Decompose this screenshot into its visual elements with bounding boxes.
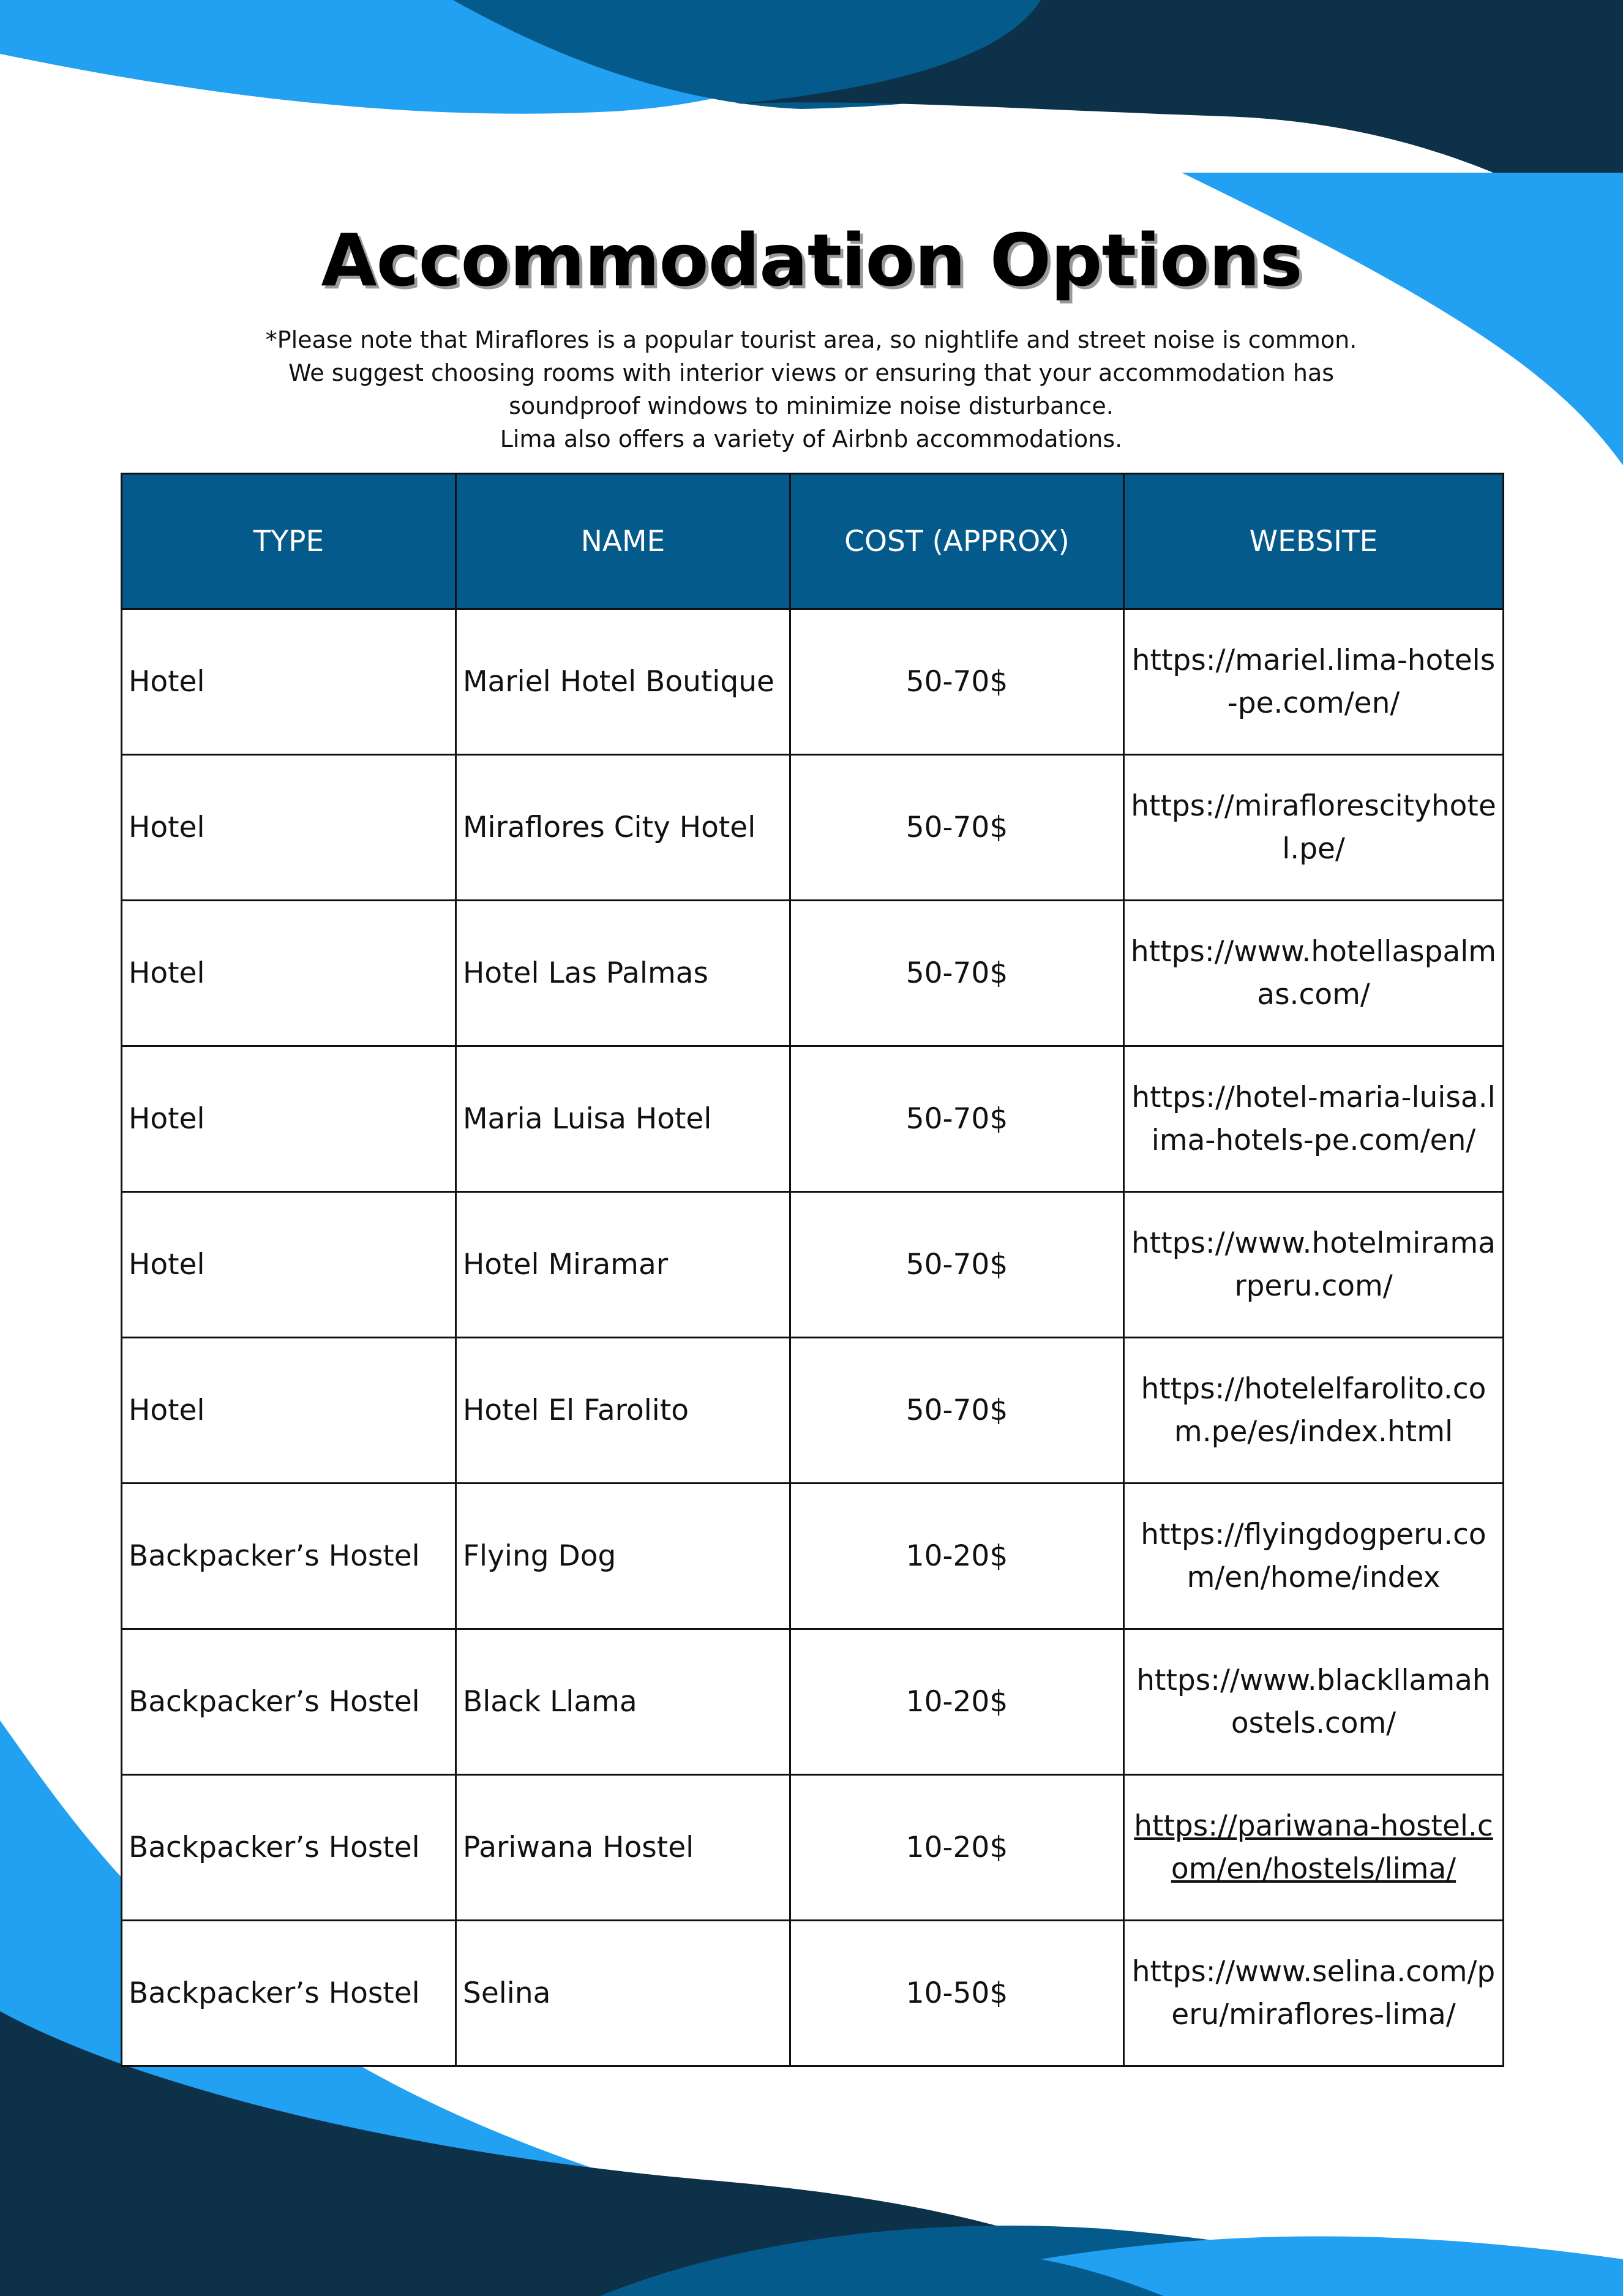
table-header-row — [122, 474, 1504, 609]
notice-line: soundproof windows to minimize noise disturbance. — [509, 392, 1114, 419]
table-row — [122, 609, 1504, 755]
cell-cost: 50-70$ — [790, 901, 1124, 1046]
cell-website[interactable]: https://www.selina.com/peru/miraflores-lima/ — [1124, 1921, 1504, 2066]
table-row — [122, 755, 1504, 901]
cell-type: Hotel — [122, 1192, 456, 1338]
cell-website[interactable]: https://hotelelfarolito.com.pe/es/index.html — [1124, 1338, 1504, 1484]
table-row — [122, 1338, 1504, 1484]
cell-name: Black Llama — [456, 1629, 790, 1775]
cell-type: Backpacker’s Hostel — [122, 1629, 456, 1775]
table-row — [122, 1484, 1504, 1629]
table-row — [122, 1775, 1504, 1921]
cell-website[interactable]: https://flyingdogperu.com/en/home/index — [1124, 1484, 1504, 1629]
header-cost: COST (APPROX) — [790, 474, 1124, 609]
accommodation-table-container — [121, 473, 1502, 2067]
cell-cost: 10-20$ — [790, 1775, 1124, 1921]
cell-type: Hotel — [122, 755, 456, 901]
cell-name: Miraflores City Hotel — [456, 755, 790, 901]
table-row — [122, 1629, 1504, 1775]
header-type: TYPE — [122, 474, 456, 609]
table-row — [122, 1192, 1504, 1338]
cell-cost: 50-70$ — [790, 755, 1124, 901]
cell-type: Hotel — [122, 1338, 456, 1484]
cell-website[interactable]: https://www.hotelmiramarperu.com/ — [1124, 1192, 1504, 1338]
cell-website[interactable]: https://www.hotellaspalmas.com/ — [1124, 901, 1504, 1046]
header-website: WEBSITE — [1124, 474, 1504, 609]
cell-website[interactable]: https://hotel-maria-luisa.lima-hotels-pe.com/en/ — [1124, 1046, 1504, 1192]
cell-website[interactable]: https://mariel.lima-hotels-pe.com/en/ — [1124, 609, 1504, 755]
cell-website[interactable]: https://miraflorescityhotel.pe/ — [1124, 755, 1504, 901]
table-row — [122, 1921, 1504, 2066]
cell-type: Hotel — [122, 901, 456, 1046]
notice-line: Lima also offers a variety of Airbnb accommodations. — [500, 426, 1123, 452]
cell-cost: 50-70$ — [790, 1192, 1124, 1338]
cell-type: Backpacker’s Hostel — [122, 1775, 456, 1921]
cell-cost: 50-70$ — [790, 1338, 1124, 1484]
cell-name: Hotel Miramar — [456, 1192, 790, 1338]
cell-name: Maria Luisa Hotel — [456, 1046, 790, 1192]
cell-type: Backpacker’s Hostel — [122, 1484, 456, 1629]
cell-website[interactable] — [1124, 1775, 1504, 1921]
cell-name: Hotel El Farolito — [456, 1338, 790, 1484]
header-name: NAME — [456, 474, 790, 609]
website-link[interactable]: https://pariwana-hostel.com/en/hostels/lima/ — [1134, 1809, 1493, 1886]
cell-name: Hotel Las Palmas — [456, 901, 790, 1046]
cell-cost: 10-20$ — [790, 1484, 1124, 1629]
cell-name: Mariel Hotel Boutique — [456, 609, 790, 755]
cell-cost: 50-70$ — [790, 609, 1124, 755]
noise-notice — [202, 323, 1420, 456]
cell-type: Hotel — [122, 1046, 456, 1192]
cell-cost: 50-70$ — [790, 1046, 1124, 1192]
page-title: Accommodation Options — [321, 218, 1302, 302]
cell-type: Backpacker’s Hostel — [122, 1921, 456, 2066]
table-row — [122, 1046, 1504, 1192]
cell-cost: 10-20$ — [790, 1629, 1124, 1775]
table-row — [122, 901, 1504, 1046]
cell-name: Pariwana Hostel — [456, 1775, 790, 1921]
cell-website[interactable]: https://www.blackllamahostels.com/ — [1124, 1629, 1504, 1775]
notice-line: *Please note that Miraflores is a popular tourist area, so nightlife and street noise is common. — [265, 326, 1357, 353]
notice-line: We suggest choosing rooms with interior views or ensuring that your accommodation has — [288, 359, 1335, 386]
cell-name: Flying Dog — [456, 1484, 790, 1629]
accommodation-table — [121, 473, 1504, 2067]
cell-type: Hotel — [122, 609, 456, 755]
cell-name: Selina — [456, 1921, 790, 2066]
cell-cost: 10-50$ — [790, 1921, 1124, 2066]
